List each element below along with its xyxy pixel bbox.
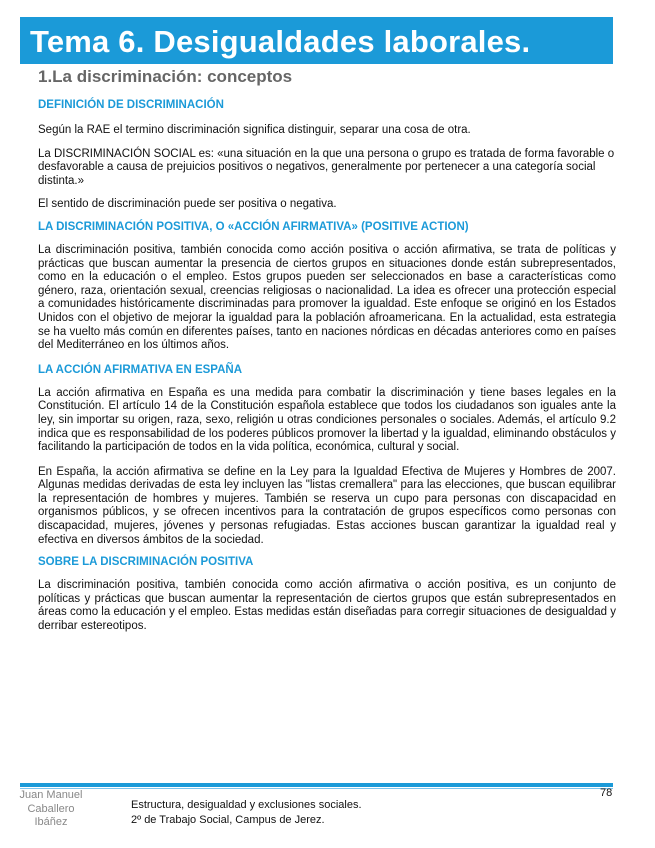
course-line: Estructura, desigualdad y exclusiones sociales. <box>131 799 362 811</box>
heading-positiva: LA DISCRIMINACIÓN POSITIVA, O «ACCIÓN AFIRMATIVA» (POSITIVE ACTION) <box>38 220 469 233</box>
document-body <box>38 96 616 634</box>
title-bar <box>20 17 613 64</box>
author-line: Caballero <box>27 802 75 815</box>
heading-espana: LA ACCIÓN AFIRMATIVA EN ESPAÑA <box>38 363 243 376</box>
author-line: Ibáñez <box>34 816 68 828</box>
author-line: Juan Manuel <box>19 789 83 801</box>
course-line: 2º de Trabajo Social, Campus de Jerez. <box>131 813 325 826</box>
paragraph-espana-ley: En España, la acción afirmativa se define en la Ley para la Igualdad Efectiva de Mujeres y Hombres de 2007. Algunas medidas derivadas de esta ley incluyen las "listas cremallera" para las elecciones, que buscan equilibrar la representación de hombres y mujeres. También se reserva un cupo para personas con discapacidad en organismos públicos, y se ofrecen incentivos para la contratación de grupos específicos como personas con discapacidad, mujeres, jóvenes y personas refugiadas. Estas acciones buscan garantizar la igualdad real y efectiva en diversos ámbitos de la sociedad. <box>38 465 616 546</box>
section-title: 1.La discriminación: conceptos <box>38 67 293 86</box>
paragraph-rae: Según la RAE el termino discriminación significa distinguir, separar una cosa de otra. <box>38 124 471 136</box>
paragraph-sentido: El sentido de discriminación puede ser positiva o negativa. <box>38 198 337 211</box>
heading-sobre: SOBRE LA DISCRIMINACIÓN POSITIVA <box>38 556 254 569</box>
footer-divider-thin <box>20 788 613 789</box>
footer-course <box>131 798 362 827</box>
heading-definicion: DEFINICIÓN DE DISCRIMINACIÓN <box>38 99 224 111</box>
paragraph-sobre: La discriminación positiva, también conocida como acción afirmativa o acción positiva, es un conjunto de políticas y prácticas que buscan aumentar la representación de ciertos grupos que están subrepresentados en áreas como la educación y el empleo. Estas medidas están diseñadas para corregir situaciones de desigualdad y derribar estereotipos. <box>38 579 616 633</box>
page-number: 78 <box>600 787 613 799</box>
page-title: Tema 6. Desigualdades laborales. <box>30 24 531 59</box>
footer-divider <box>20 783 613 787</box>
paragraph-positiva: La discriminación positiva, también conocida como acción positiva o acción afirmativa, se trata de políticas y prácticas que buscan aumentar la presencia de ciertos grupos en situaciones donde están subrepresentados, como en la educación o el empleo. Estos grupos pueden ser seleccionados en base a características como género, raza, orientación sexual, creencias religiosas o nacionalidad. La idea es ofrecer una protección especial a comunidades históricamente discriminadas para promover la igualdad. Este enfoque se originó en los Estados Unidos con el objetivo de mejorar la igualdad para la población afroamericana. En la actualidad, esta estrategia se ha vuelto más común en diferentes países, tanto en naciones nórdicas en décadas anteriores como en países del Mediterráneo en los últimos años. <box>38 243 616 352</box>
footer-author <box>14 789 88 830</box>
paragraph-discriminacion-social: La DISCRIMINACIÓN SOCIAL es: «una situación en la que una persona o grupo es tratada de forma favorable o desfavorable a causa de prejuicios positivos o negativos, generalmente por pertenecer a una categoría social distinta.» <box>38 147 615 187</box>
paragraph-espana-constitucion: La acción afirmativa en España es una medida para combatir la discriminación y tiene bases legales en la Constitución. El artículo 14 de la Constitución española establece que todos los ciudadanos son iguales ante la ley, sin importar su origen, raza, sexo, religión u otras condiciones personales o sociales. Además, el artículo 9.2 indica que es responsabilidad de los poderes públicos promover la libertad y la igualdad, eliminando obstáculos y facilitando la participación de todos en la vida política, económica, cultural y social. <box>38 386 616 454</box>
